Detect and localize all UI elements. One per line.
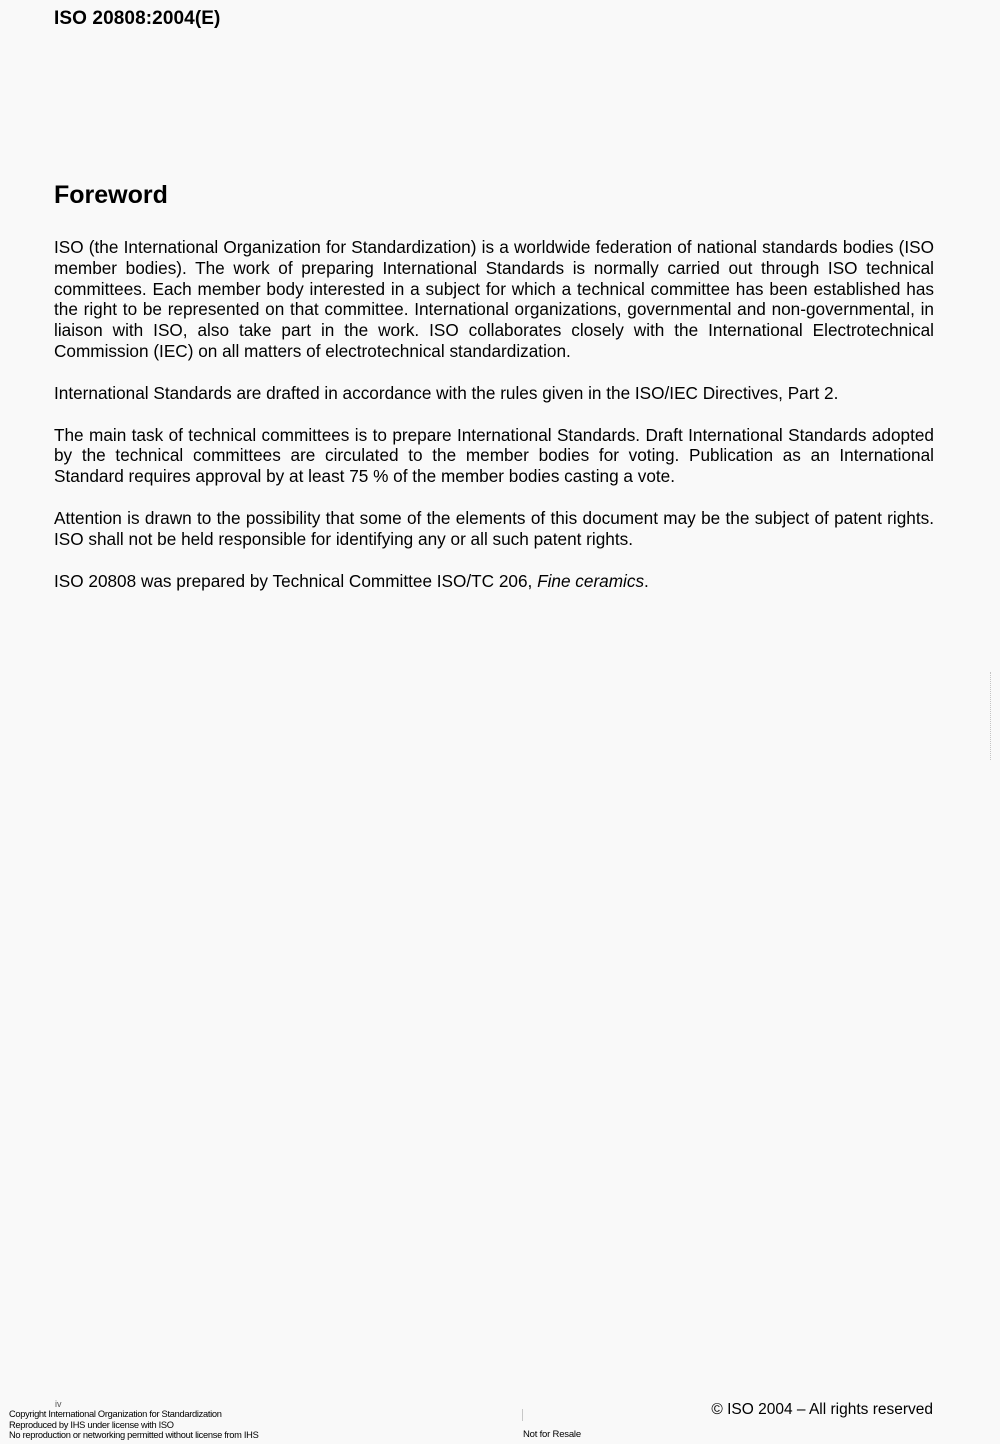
prepared-by-text: ISO 20808 was prepared by Technical Committee ISO/TC 206, (54, 570, 538, 591)
document-id: ISO 20808:2004(E) (54, 8, 221, 29)
copyright-notice (9, 1409, 259, 1441)
not-for-resale-label: Not for Resale (523, 1429, 581, 1440)
prepared-by-end: . (644, 570, 649, 591)
paragraph: ISO (the International Organization for Standardization) is a worldwide federation of national standards bodies (ISO member bodies). The work of preparing International Standards is normally carried out through ISO technical committees. Each member body interested in a subject for which a technical committee has been established has the right to be represented on that committee. International organizations, governmental and non-governmental, in liaison with ISO, also take part in the work. ISO collaborates closely with the International Electrotechnical Commission (IEC) on all matters of electrotechnical standardization. (54, 237, 934, 361)
prepared-by-paragraph (54, 571, 934, 592)
paragraph: International Standards are drafted in accordance with the rules given in the ISO/IEC Directives, Part 2. (54, 382, 839, 403)
paragraph: Attention is drawn to the possibility that some of the elements of this document may be the subject of patent rights. ISO shall not be held responsible for identifying any or all such patent rights. (54, 507, 934, 549)
foreword-body (54, 237, 934, 591)
paragraph: The main task of technical committees is to prepare International Standards. Draft International Standards adopted by the technical committees are circulated to the member bodies for voting. Publication as an International Standard requires approval by at least 75 % of the member bodies casting a vote. (54, 424, 934, 487)
scan-margin-marks (990, 672, 999, 760)
committee-title: Fine ceramics (537, 570, 645, 591)
page-number: iv (55, 1399, 62, 1409)
page-title: Foreword (54, 181, 168, 209)
footer-divider (522, 1409, 523, 1421)
copyright-line: Copyright International Organization for Standardization (9, 1409, 222, 1419)
rights-notice: © ISO 2004 – All rights reserved (711, 1401, 933, 1418)
copyright-line: Reproduced by IHS under license with ISO (9, 1419, 174, 1430)
copyright-line: No reproduction or networking permitted without license from IHS (9, 1430, 259, 1440)
